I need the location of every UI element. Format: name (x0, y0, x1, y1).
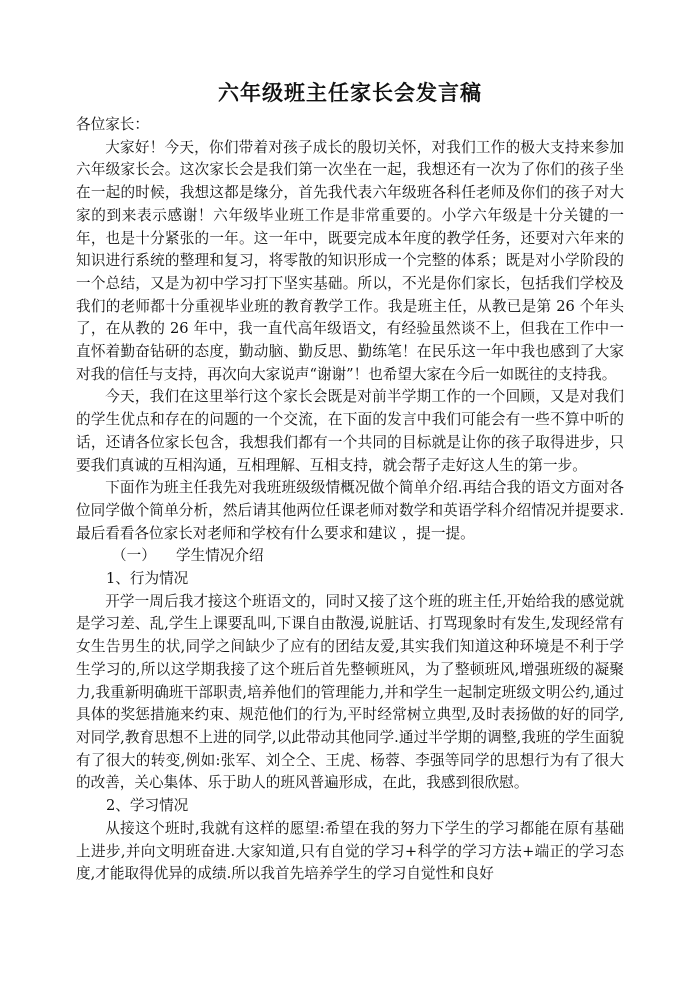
subsection-text-behavior: 开学一周后我才接这个班语文的，同时又接了这个班的班主任,开始给我的感觉就是学习差、乱,学生上课要乱叫,下课自由散漫,说脏话、打骂现象时有发生,发现经常有女生告男生的状,同学之间缺少了应有的团结友爱,其实我们知道这种环境是不利于学生学习的,所以这学期我接了这个班后首先整顿班风，为了整顿班风,增强班级的凝聚力,我重新明确班干部职责,培养他们的管理能力,并和学生一起制定班级文明公约,通过具体的奖惩措施来约束、规范他们的行为,平时经常树立典型,及时表扬做的好的同学,对同学,教育思想不上进的同学,以此带动其他同学.通过半学期的调整,我班的学生面貌有了很大的转变,例如:张军、刘仝仝、王虎、杨蓉、李强等同学的思想行为有了很大的改善，关心集体、乐于助人的班风普遍形成，在此，我感到很欣慰。 (76, 592, 624, 792)
document-page (76, 78, 624, 886)
document-title: 六年级班主任家长会发言稿 (218, 81, 482, 105)
paragraph-3: 下面作为班主任我先对我班班级级情概况做个简单介绍.再结合我的语文方面对各位同学做个简单分析，然后请其他两位任课老师对数学和英语学科介绍情况并提要求.最后看看各位家长对老师和学校有什么要求和建议 ，提一提。 (76, 479, 624, 542)
paragraph-2: 今天，我们在这里举行这个家长会既是对前半学期工作的一个回顾，又是对我们的学生优点和存在的问题的一个交流，在下面的发言中我们可能会有一些不算中听的话，还请各位家长包含，我想我们都有一个共同的目标就是让你的孩子取得进步，只要我们真诚的互相沟通，互相理解、互相支持，就会帮子走好这人生的第一步。 (76, 388, 624, 474)
subsection-heading-behavior: 1、行为情况 (106, 570, 189, 588)
greeting: 各位家长： (76, 116, 149, 133)
section-title: 学生情况介绍 (176, 547, 264, 565)
subsection-text-study: 从接这个班时,我就有这样的愿望:希望在我的努力下学生的学习都能在原有基础上进步,并向文明班奋进.大家知道,只有自觉的学习+科学的学习方法+端正的学习态度,才能取得优异的成绩.所以我首先培养学生的学习自觉性和良好 (76, 819, 624, 883)
subsection-heading-study: 2、学习情况 (106, 797, 189, 815)
section-number: （一） (112, 547, 156, 565)
section-heading (76, 545, 624, 568)
paragraph-1: 大家好！今天，你们带着对孩子成长的殷切关怀，对我们工作的极大支持来参加六年级家长会。这次家长会是我们第一次坐在一起，我想还有一次为了你们的孩子坐在一起的时候，我想这都是缘分，首先我代表六年级班各科任老师及你们的孩子对大家的到来表示感谢！六年级毕业班工作是非常重要的。小学六年级是十分关键的一年，也是十分紧张的一年。这一年中，既要完成本年度的教学任务，还要对六年来的知识进行系统的整理和复习，将零散的知识形成一个完整的体系；既是对小学阶段的一个总结，又是为初中学习打下坚实基础。所以，不光是你们家长，包括我们学校及我们的老师都十分重视毕业班的教育教学工作。我是班主任，从教已是第 26 个年头了，在从教的 26 年中，我一直代高年级语文，有经验虽然谈不上，但我在工作中一直怀着勤奋钻研的态度，勤动脑、勤反思、勤练笔！在民乐这一年中我也感到了大家对我的信任与支持，再次向大家说声“谢谢”！也希望大家在今后一如既往的支持我。 (76, 138, 624, 383)
